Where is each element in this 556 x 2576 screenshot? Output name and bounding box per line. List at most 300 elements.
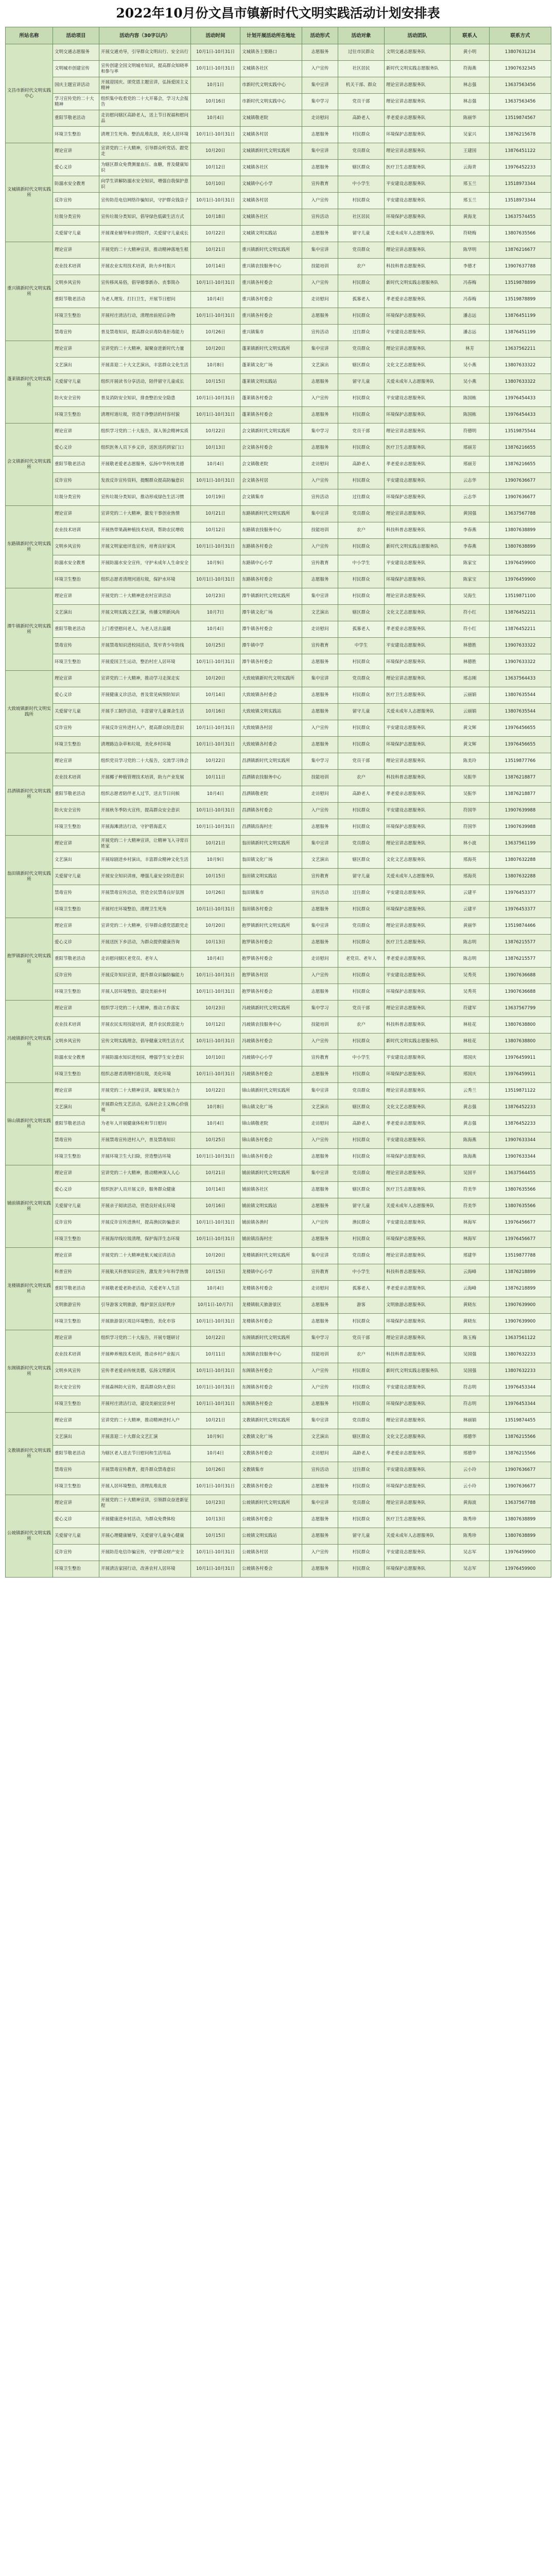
table-cell: 开展禁毒知识进校园活动，筑牢青少年防线 (99, 638, 191, 654)
table-cell: 志愿服务 (302, 308, 338, 325)
table-row (6, 555, 551, 572)
table-cell: 农业技术培训 (53, 259, 99, 275)
table-cell: 符国华 (450, 819, 490, 836)
table-cell: 走访慰问 (302, 110, 338, 127)
table-cell: 党员群众 (338, 1083, 385, 1099)
table-cell: 过往群众 (338, 885, 385, 902)
station-name-cell: 潭牛镇新时代文明实践所 (6, 588, 53, 671)
table-cell: 10月8日 (191, 1099, 240, 1116)
table-cell: 13519877788 (490, 1248, 551, 1264)
table-row (6, 94, 551, 110)
table-cell: 10月1日-10月31日 (191, 1561, 240, 1578)
table-cell: 10月13日 (191, 1512, 240, 1528)
table-cell: 13976459911 (490, 1050, 551, 1066)
table-cell: 党员干部 (338, 1330, 385, 1347)
table-cell: 开展喜迎二十大群众文艺汇演 (99, 1429, 191, 1446)
table-cell: 入户宣传 (302, 1033, 338, 1050)
table-cell: 黄海波 (450, 1495, 490, 1512)
table-cell: 10月26日 (191, 325, 240, 341)
table-cell: 开展椰子种植管理技术培训，助力产业发展 (99, 770, 191, 786)
column-header: 联系方式 (490, 27, 551, 44)
table-cell: 志愿服务 (302, 1231, 338, 1248)
table-cell: 13637564433 (490, 671, 551, 687)
table-cell: 13807635544 (490, 687, 551, 704)
table-cell: 13907639988 (490, 819, 551, 836)
table-cell: 高龄老人 (338, 110, 385, 127)
table-cell: 平安建设志愿服务队 (385, 176, 450, 193)
table-cell: 10月1日-10月31日 (191, 275, 240, 292)
table-cell: 中小学生 (338, 1050, 385, 1066)
table-cell: 文艺演出 (53, 358, 99, 374)
table-row (6, 341, 551, 358)
table-cell: 村民群众 (338, 1479, 385, 1495)
table-cell: 理论宣讲志愿服务队 (385, 423, 450, 440)
table-cell: 10月20日 (191, 1248, 240, 1264)
table-cell: 云海青 (450, 160, 490, 176)
table-cell: 蓬莱镇各村委会 (240, 407, 302, 423)
table-cell: 翁田镇各村委会 (240, 902, 302, 918)
table-cell: 大致坡镇文明实践站 (240, 704, 302, 720)
table-cell: 平安建设志愿服务队 (385, 1132, 450, 1149)
column-header: 所站名称 (6, 27, 53, 44)
table-cell: 文明城市创建宣传 (53, 61, 99, 77)
table-cell: 关爱未成年人志愿服务队 (385, 704, 450, 720)
table-row (6, 44, 551, 61)
table-cell: 10月13日 (191, 935, 240, 951)
station-name-cell: 重兴镇新时代文明实践所 (6, 242, 53, 341)
table-cell: 关爱未成年人志愿服务队 (385, 869, 450, 885)
table-cell: 理论宣讲 (53, 1083, 99, 1099)
table-cell: 10月11日 (191, 770, 240, 786)
table-cell: 平安建设志愿服务队 (385, 391, 450, 407)
table-cell: 留守儿童 (338, 1198, 385, 1215)
table-cell: 符志明 (450, 1380, 490, 1396)
table-cell: 科普宣传 (53, 1264, 99, 1281)
table-cell: 志愿服务 (302, 1182, 338, 1198)
table-cell: 13807635544 (490, 704, 551, 720)
table-cell: 组织志愿者陪伴老人过节，送去节日问候 (99, 786, 191, 803)
table-cell: 入户宣传 (302, 61, 338, 77)
table-row (6, 984, 551, 1001)
table-cell: 10月21日 (191, 1413, 240, 1429)
table-cell: 10月20日 (191, 918, 240, 935)
table-cell: 集中宣讲 (302, 1165, 338, 1182)
table-cell: 反诈宣传 (53, 720, 99, 737)
table-cell: 开展旅游景区周边环境整治，美化市容 (99, 1314, 191, 1330)
table-cell: 环境保护志愿服务队 (385, 1149, 450, 1165)
table-row (6, 1033, 551, 1050)
table-cell: 孝老爱亲志愿服务队 (385, 951, 450, 968)
table-cell: 理论宣讲 (53, 671, 99, 687)
table-cell: 抱罗镇各村委会 (240, 984, 302, 1001)
table-cell: 开展爱国卫生运动，整治村庄人居环境 (99, 654, 191, 671)
station-name-cell: 文教镇新时代文明实践所 (6, 1413, 53, 1495)
table-cell: 10月15日 (191, 374, 240, 391)
table-cell: 村民群众 (338, 1033, 385, 1050)
table-cell: 环境保护志愿服务队 (385, 1479, 450, 1495)
table-cell: 林桂花 (450, 1017, 490, 1033)
table-cell: 10月22日 (191, 226, 240, 242)
table-cell: 13907633344 (490, 1149, 551, 1165)
table-cell: 13976456655 (490, 720, 551, 737)
table-cell: 环境卫生整治 (53, 1066, 99, 1083)
table-row (6, 391, 551, 407)
table-row (6, 1116, 551, 1132)
table-cell: 党员群众 (338, 1495, 385, 1512)
table-cell: 10月20日 (191, 671, 240, 687)
table-cell: 文艺演出 (53, 605, 99, 621)
table-cell: 陈玉梅 (450, 1330, 490, 1347)
table-cell: 村民群众 (338, 572, 385, 588)
table-cell: 环境保护志愿服务队 (385, 572, 450, 588)
table-row (6, 456, 551, 473)
table-cell: 文化文艺志愿服务队 (385, 1429, 450, 1446)
table-cell: 10月1日-10月31日 (191, 572, 240, 588)
table-row (6, 638, 551, 654)
table-cell: 辖区群众 (338, 160, 385, 176)
table-cell: 大致坡镇各村居 (240, 720, 302, 737)
table-cell: 志愿服务 (302, 160, 338, 176)
table-cell: 防火安全宣传 (53, 803, 99, 819)
table-cell: 铺前镇各渔村 (240, 1215, 302, 1231)
table-cell: 关爱留守儿童 (53, 1198, 99, 1215)
table-cell: 开展人居环境整治，清理乱堆乱放 (99, 1479, 191, 1495)
table-cell: 符志明 (450, 1396, 490, 1413)
table-cell: 10月9日 (191, 555, 240, 572)
table-cell: 10月12日 (191, 1017, 240, 1033)
table-cell: 陈国栋 (450, 391, 490, 407)
table-cell: 防火安全宣传 (53, 391, 99, 407)
table-cell: 龙楼镇新时代文明实践所 (240, 1248, 302, 1264)
table-cell: 陈家宝 (450, 572, 490, 588)
table-cell: 13907633322 (490, 638, 551, 654)
table-cell: 文明交通志愿服务 (53, 44, 99, 61)
table-row (6, 786, 551, 803)
table-cell: 理论宣讲志愿服务队 (385, 918, 450, 935)
table-cell: 环境卫生整治 (53, 1231, 99, 1248)
table-cell: 中小学生 (338, 176, 385, 193)
table-cell: 13976452233 (490, 160, 551, 176)
table-cell: 翁田镇文化广场 (240, 852, 302, 869)
table-cell: 邢玉兰 (450, 193, 490, 209)
table-cell: 科技科普志愿服务队 (385, 1017, 450, 1033)
table-cell: 集中学习 (302, 94, 338, 110)
table-cell: 开展村庄清洁行动，清理房前屋后杂物 (99, 308, 191, 325)
table-cell: 农业技术培训 (53, 1017, 99, 1033)
table-cell: 10月1日-10月31日 (191, 984, 240, 1001)
table-cell: 平安建设志愿服务队 (385, 968, 450, 984)
table-cell: 10月1日-10月31日 (191, 61, 240, 77)
table-row (6, 1017, 551, 1033)
table-cell: 林志强 (450, 77, 490, 94)
table-cell: 游客 (338, 1297, 385, 1314)
table-cell: 13976453344 (490, 1396, 551, 1413)
table-cell: 平安建设志愿服务队 (385, 720, 450, 737)
table-cell: 留守儿童 (338, 226, 385, 242)
table-cell: 禁毒宣传 (53, 885, 99, 902)
table-cell: 文化文艺志愿服务队 (385, 852, 450, 869)
table-cell: 爱心义诊 (53, 160, 99, 176)
table-cell: 宣讲党的二十大精神，凝聚奋进新时代力量 (99, 341, 191, 358)
table-cell: 技能培训 (302, 522, 338, 539)
table-row (6, 687, 551, 704)
table-row (6, 1396, 551, 1413)
table-cell: 潘志远 (450, 308, 490, 325)
table-cell: 大致坡镇各村委会 (240, 737, 302, 753)
table-cell: 平安建设志愿服务队 (385, 1462, 450, 1479)
table-row (6, 572, 551, 588)
table-cell: 13876218877 (490, 786, 551, 803)
table-cell: 开展亲子阅读活动，营造良好成长环境 (99, 1198, 191, 1215)
table-cell: 10月23日 (191, 1001, 240, 1017)
table-cell: 志愿服务 (302, 1512, 338, 1528)
table-cell: 13518973344 (490, 176, 551, 193)
table-cell: 文明旅游志愿服务队 (385, 1297, 450, 1314)
table-cell: 环境保护志愿服务队 (385, 1561, 450, 1578)
table-cell: 入户宣传 (302, 1545, 338, 1561)
table-cell: 农户 (338, 770, 385, 786)
table-cell: 环境保护志愿服务队 (385, 1314, 450, 1330)
table-cell: 潭牛镇中学 (240, 638, 302, 654)
table-cell: 10月15日 (191, 1528, 240, 1545)
table-cell: 文艺演出 (53, 1099, 99, 1116)
table-cell: 符晓梅 (450, 226, 490, 242)
table-cell: 理论宣讲志愿服务队 (385, 588, 450, 605)
table-cell: 集中宣讲 (302, 671, 338, 687)
table-cell: 宣传垃圾分类知识，推动形成绿色生活习惯 (99, 489, 191, 506)
table-cell: 孝老爱亲志愿服务队 (385, 1446, 450, 1462)
table-cell: 村民群众 (338, 737, 385, 753)
table-cell: 村民群众 (338, 588, 385, 605)
table-cell: 村民群众 (338, 654, 385, 671)
table-cell: 13876216655 (490, 440, 551, 456)
table-cell: 10月9日 (191, 1429, 240, 1446)
table-cell: 13807633322 (490, 374, 551, 391)
table-cell: 黄晓东 (450, 1314, 490, 1330)
table-cell: 13807635566 (490, 226, 551, 242)
table-cell: 理论宣讲志愿服务队 (385, 753, 450, 770)
table-cell: 医疗卫生志愿服务队 (385, 160, 450, 176)
table-cell: 农业技术培训 (53, 770, 99, 786)
table-cell: 符美华 (450, 1182, 490, 1198)
table-cell: 13519874455 (490, 1413, 551, 1429)
table-cell: 13876215566 (490, 1429, 551, 1446)
table-cell: 开展敬老爱老助老活动，关爱老年人生活 (99, 1281, 191, 1297)
table-cell: 10月26日 (191, 885, 240, 902)
table-cell: 开展反诈知识宣讲，提升群众识骗防骗能力 (99, 968, 191, 984)
table-row (6, 1479, 551, 1495)
table-cell: 宣传活动 (302, 209, 338, 226)
station-name-cell: 铺前镇新时代文明实践所 (6, 1165, 53, 1248)
column-header: 计划开展活动所在地址 (240, 27, 302, 44)
table-cell: 重阳节敬老活动 (53, 786, 99, 803)
table-cell: 林芳 (450, 341, 490, 358)
table-cell: 林德胜 (450, 654, 490, 671)
table-cell: 吴国强 (450, 1363, 490, 1380)
table-cell: 村民群众 (338, 391, 385, 407)
table-cell: 志愿服务 (302, 1396, 338, 1413)
table-cell: 重兴镇各村委会 (240, 308, 302, 325)
table-cell: 林桂花 (450, 1033, 490, 1050)
table-cell: 黄海龙 (450, 209, 490, 226)
table-cell: 开展党的二十大精神宣讲，推动精神落地生根 (99, 242, 191, 259)
table-cell: 13807635566 (490, 1182, 551, 1198)
table-cell: 黄文辉 (450, 737, 490, 753)
table-cell: 13807632288 (490, 852, 551, 869)
table-cell: 中小学生 (338, 555, 385, 572)
table-cell: 云志华 (450, 473, 490, 489)
table-row (6, 819, 551, 836)
table-cell: 13876215577 (490, 951, 551, 968)
table-cell: 党员群众 (338, 506, 385, 522)
table-cell: 党员群众 (338, 836, 385, 852)
table-cell: 王建国 (450, 143, 490, 160)
table-cell: 10月22日 (191, 1083, 240, 1099)
table-cell: 村民群众 (338, 1314, 385, 1330)
table-row (6, 1462, 551, 1479)
table-cell: 清理路边杂草和垃圾，美化乡村环境 (99, 737, 191, 753)
table-cell: 党员群众 (338, 1413, 385, 1429)
table-cell: 理论宣讲 (53, 1165, 99, 1182)
table-cell: 环境卫生整治 (53, 1149, 99, 1165)
table-cell: 10月26日 (191, 1462, 240, 1479)
table-cell: 开展健康义诊活动，普及常见病预防知识 (99, 687, 191, 704)
table-cell: 翁田镇新时代文明实践所 (240, 836, 302, 852)
table-cell: 环境保护志愿服务队 (385, 902, 450, 918)
table-cell: 开展喜迎二十大文艺演出，丰富群众文化生活 (99, 358, 191, 374)
table-cell: 志愿服务 (302, 1561, 338, 1578)
table-cell: 符国华 (450, 803, 490, 819)
table-cell: 宣传孝老爱亲传统美德，弘扬文明新风 (99, 1363, 191, 1380)
table-cell: 理论宣讲志愿服务队 (385, 1248, 450, 1264)
table-cell: 走访慰问 (302, 292, 338, 308)
table-cell: 文艺演出 (302, 1429, 338, 1446)
table-cell: 10月16日 (191, 704, 240, 720)
table-cell: 集中宣讲 (302, 836, 338, 852)
table-row (6, 358, 551, 374)
table-cell: 环境卫生整治 (53, 572, 99, 588)
table-cell: 志愿服务 (302, 1149, 338, 1165)
table-cell: 13807632233 (490, 1363, 551, 1380)
table-cell: 入户宣传 (302, 720, 338, 737)
table-cell: 云丽娟 (450, 687, 490, 704)
table-cell: 邢国庆 (450, 1050, 490, 1066)
table-cell: 文城镇各村居 (240, 127, 302, 143)
table-cell: 蓬莱镇各村委会 (240, 391, 302, 407)
table-cell: 重兴镇新时代文明实践所 (240, 242, 302, 259)
table-cell: 13518973344 (490, 193, 551, 209)
table-cell: 爱心义诊 (53, 440, 99, 456)
table-cell: 为老年人开展健康体检和节日慰问 (99, 1116, 191, 1132)
table-cell: 13519871100 (490, 588, 551, 605)
table-cell: 环境保护志愿服务队 (385, 737, 450, 753)
table-cell: 禁毒宣传 (53, 1132, 99, 1149)
table-cell: 13807638899 (490, 522, 551, 539)
table-cell: 10月1日-10月31日 (191, 1396, 240, 1413)
table-cell: 走访慰问 (302, 1281, 338, 1297)
table-cell: 反诈宣传 (53, 473, 99, 489)
table-cell: 吴海生 (450, 588, 490, 605)
table-cell: 孝老爱亲志愿服务队 (385, 292, 450, 308)
table-cell: 社区居民 (338, 61, 385, 77)
table-cell: 环境保护志愿服务队 (385, 209, 450, 226)
table-cell: 理论宣讲 (53, 588, 99, 605)
table-cell: 孝老爱亲志愿服务队 (385, 1281, 450, 1297)
table-cell: 黄晓东 (450, 1297, 490, 1314)
table-cell: 入户宣传 (302, 275, 338, 292)
table-cell: 10月4日 (191, 456, 240, 473)
table-cell: 环境卫生整治 (53, 902, 99, 918)
table-cell: 组织医务人员下乡义诊，送医送药到家门口 (99, 440, 191, 456)
table-cell: 13876452233 (490, 1099, 551, 1116)
table-cell: 10月21日 (191, 836, 240, 852)
column-header: 活动项目 (53, 27, 99, 44)
table-cell: 入户宣传 (302, 1380, 338, 1396)
table-cell: 平安建设志愿服务队 (385, 1380, 450, 1396)
table-cell: 龙楼镇各村委会 (240, 1281, 302, 1297)
table-cell: 重兴镇各村委会 (240, 275, 302, 292)
table-cell: 10月12日 (191, 160, 240, 176)
table-cell: 志愿服务 (302, 1198, 338, 1215)
table-cell: 10月1日-10月31日 (191, 1149, 240, 1165)
table-cell: 吴秀英 (450, 968, 490, 984)
table-cell: 10月1日-10月31日 (191, 902, 240, 918)
table-cell: 蓬莱镇文明实践站 (240, 374, 302, 391)
table-cell: 13976453377 (490, 902, 551, 918)
table-row (6, 1545, 551, 1561)
table-cell: 文艺演出 (53, 852, 99, 869)
table-cell: 林德胜 (450, 638, 490, 654)
table-cell: 志愿服务 (302, 572, 338, 588)
table-cell: 村民群众 (338, 687, 385, 704)
table-cell: 宣传教育 (302, 638, 338, 654)
table-cell: 吴家兴 (450, 127, 490, 143)
table-cell: 村民群众 (338, 1545, 385, 1561)
table-cell: 志愿服务 (302, 440, 338, 456)
table-row (6, 1001, 551, 1017)
table-cell: 平安建设志愿服务队 (385, 555, 450, 572)
table-cell: 志愿服务 (302, 1479, 338, 1495)
table-cell: 反诈宣传 (53, 968, 99, 984)
table-cell: 上门看望慰问老人，为老人送去温暖 (99, 621, 191, 638)
table-cell: 高龄老人 (338, 1116, 385, 1132)
table-cell: 13876218877 (490, 770, 551, 786)
table-cell: 过往群众 (338, 489, 385, 506)
table-cell: 辖区群众 (338, 1099, 385, 1116)
table-cell: 环境卫生整治 (53, 1396, 99, 1413)
table-row (6, 1281, 551, 1297)
table-cell: 10月15日 (191, 1264, 240, 1281)
table-cell: 志愿服务 (302, 1066, 338, 1083)
table-cell: 村民群众 (338, 819, 385, 836)
table-cell: 文城镇文明实践站 (240, 226, 302, 242)
table-cell: 平安建设志愿服务队 (385, 473, 450, 489)
table-cell: 村民群众 (338, 407, 385, 423)
table-cell: 宣传文明实践理念，倡导健康文明生活方式 (99, 1033, 191, 1050)
table-cell: 理论宣讲志愿服务队 (385, 1330, 450, 1347)
table-cell: 留守儿童 (338, 704, 385, 720)
table-cell: 开展课业辅导和亲情陪伴，关爱留守儿童成长 (99, 226, 191, 242)
table-cell: 13876452211 (490, 621, 551, 638)
table-cell: 10月4日 (191, 110, 240, 127)
table-cell: 清理卫生死角、整治乱堆乱放，美化人居环境 (99, 127, 191, 143)
table-cell: 昌洒镇各村委会 (240, 803, 302, 819)
table-cell: 13907639988 (490, 803, 551, 819)
table-cell: 开展迎国庆、颂党恩主题宣讲，弘扬爱国主义精神 (99, 77, 191, 94)
table-cell: 孤寡老人 (338, 1281, 385, 1297)
table-cell: 志愿服务 (302, 1297, 338, 1314)
table-cell: 10月16日 (191, 1198, 240, 1215)
